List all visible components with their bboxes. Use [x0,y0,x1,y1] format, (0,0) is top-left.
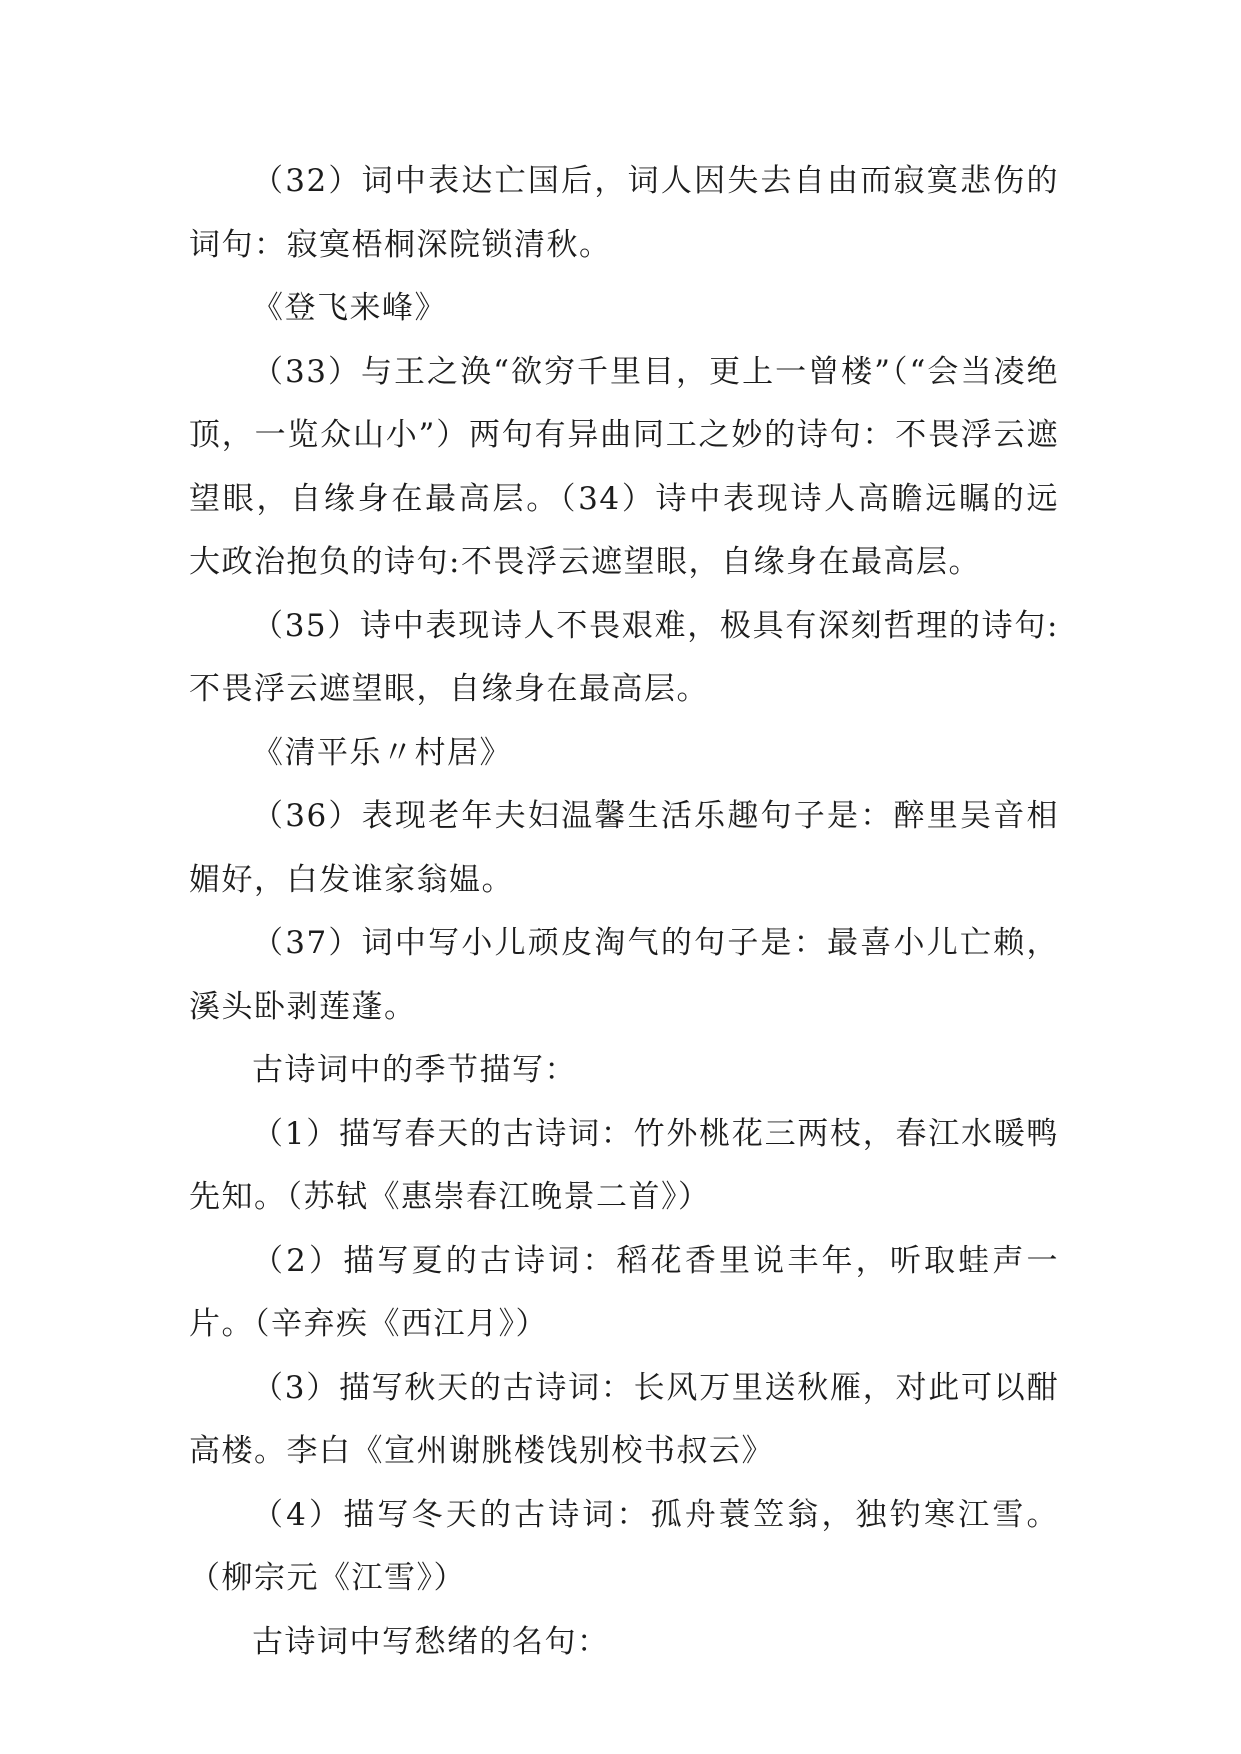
season-item-autumn: （3）描写秋天的古诗词：长风万里送秋雁，对此可以酣高楼。李白《宣州谢朓楼饯别校书叔云》 [189,1369,1059,1469]
season-item-winter: （4）描写冬天的古诗词：孤舟蓑笠翁，独钓寒江雪。（柳宗元《江雪》） [189,1496,1059,1596]
paragraph-33-34: （33）与王之涣“欲穷千里目，更上一曾楼”（“会当凌绝顶，一览众山小”）两句有异曲同工之妙的诗句：不畏浮云遮望眼，自缘身在最高层。（34）诗中表现诗人高瞻远瞩的远大政治抱负的诗句:不畏浮云遮望眼，自缘身在最高层。 [189,353,1059,580]
section-heading-sorrow: 古诗词中写愁绪的名句： [252,1623,610,1660]
paragraph-35: （35）诗中表现诗人不畏艰难，极具有深刻哲理的诗句:不畏浮云遮望眼，自缘身在最高层。 [189,607,1059,707]
poem-title-deng-fei-lai-feng: 《登飞来峰》 [252,290,447,326]
poem-title-qing-ping-le: 《清平乐〃村居》 [252,734,512,771]
paragraph-36: （36）表现老年夫妇温馨生活乐趣句子是：醉里吴音相媚好，白发谁家翁媪。 [189,798,1059,898]
season-item-summer: （2）描写夏的古诗词：稻花香里说丰年，听取蛙声一片。（辛弃疾《西江月》） [189,1242,1059,1342]
paragraph-32: （32）词中表达亡国后，词人因失去自由而寂寞悲伤的词句：寂寞梧桐深院锁清秋。 [189,163,1059,263]
paragraph-37: （37）词中写小儿顽皮淘气的句子是：最喜小儿亡赖，溪头卧剥莲蓬。 [189,925,1059,1025]
document-body [189,150,1059,1674]
season-item-spring: （1）描写春天的古诗词：竹外桃花三两枝，春江水暖鸭先知。（苏轼《惠崇春江晚景二首》） [189,1115,1059,1215]
section-heading-seasons: 古诗词中的季节描写： [252,1052,577,1088]
